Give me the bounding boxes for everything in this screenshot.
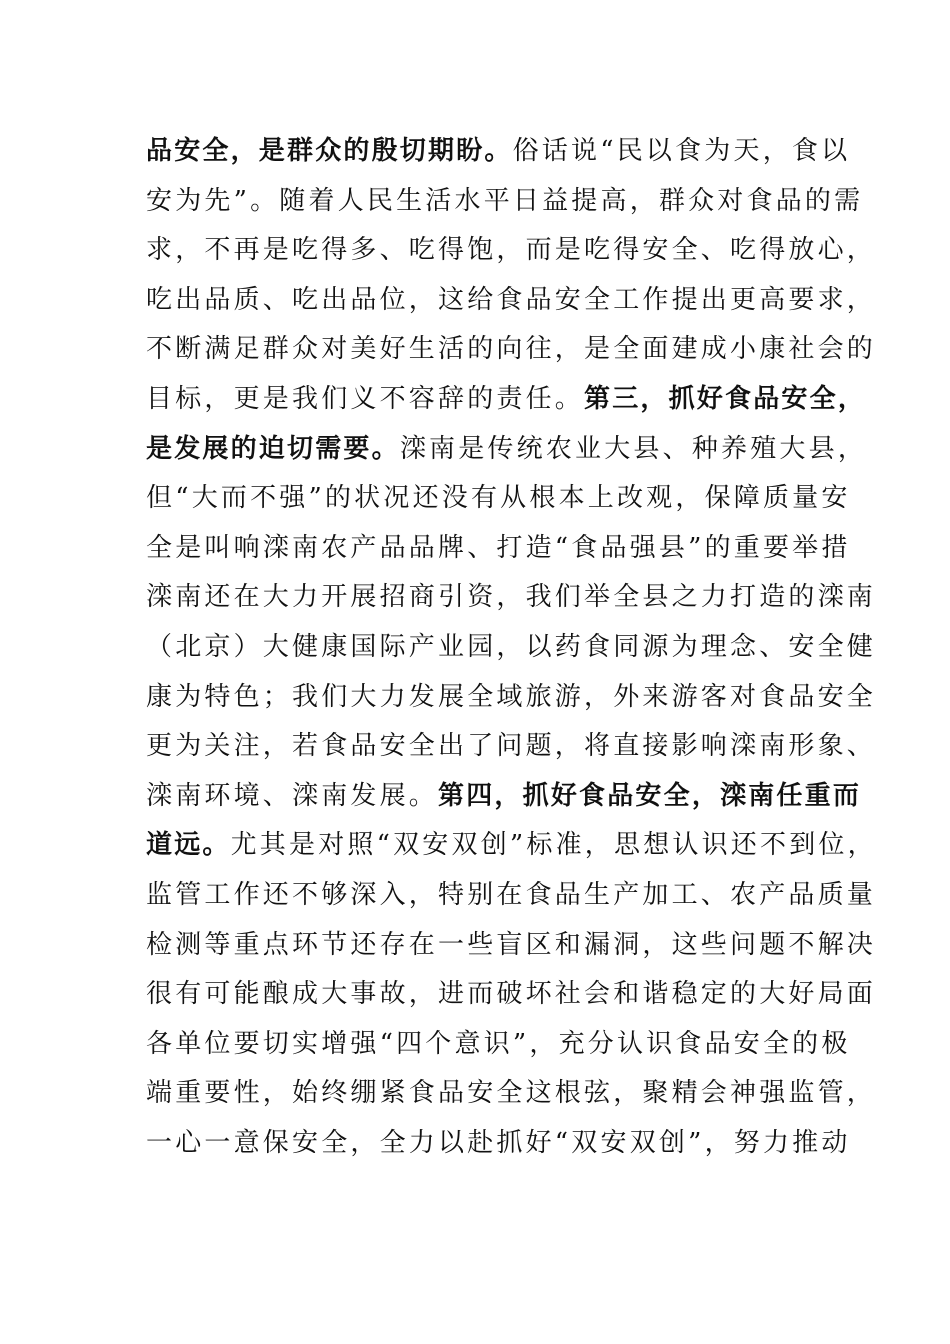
line-text: 端重要性，始终绷紧食品安全这根弦，聚精会神强监管， xyxy=(146,1078,877,1109)
text-line xyxy=(146,325,877,375)
body-paragraph xyxy=(146,127,877,1168)
text-line xyxy=(146,673,877,723)
text-line xyxy=(146,524,851,574)
line-text: 吃出品质、吃出品位，这给食品安全工作提出更高要求， xyxy=(146,284,877,315)
line-text: 尤其是对照“双安双创”标准，思想认识还不到位， xyxy=(230,830,877,861)
text-line xyxy=(146,970,877,1020)
bold-phrase: 第四，抓好食品安全，滦南任重而 xyxy=(438,780,862,811)
line-text: 但“大而不强”的状况还没有从根本上改观，保障质量安 xyxy=(146,483,851,514)
line-text: 很有可能酿成大事故，进而破坏社会和谐稳定的大好局面 xyxy=(146,979,877,1010)
line-text: 更为关注，若食品安全出了问题，将直接影响滦南形象、 xyxy=(146,731,877,762)
line-text: 安为先”。随着人民生活水平日益提高，群众对食品的需 xyxy=(146,185,864,216)
text-line xyxy=(146,177,864,227)
line-text: （北京）大健康国际产业园，以药食同源为理念、安全健 xyxy=(146,631,877,662)
bold-phrase: 第三，抓好食品安全， xyxy=(584,383,867,414)
line-text: 滦南还在大力开展招商引资，我们举全县之力打造的滦南 xyxy=(146,582,877,613)
text-line xyxy=(146,722,877,772)
text-line xyxy=(146,871,877,921)
text-line xyxy=(146,772,862,822)
line-text: 一心一意保安全，全力以赴抓好“双安双创”，努力推动 xyxy=(146,1127,851,1158)
line-text: 检测等重点环节还存在一些盲区和漏洞，这些问题不解决 xyxy=(146,929,877,960)
text-line xyxy=(146,573,877,623)
line-text: 求，不再是吃得多、吃得饱，而是吃得安全、吃得放心， xyxy=(146,235,877,266)
text-line xyxy=(146,474,851,524)
text-line xyxy=(146,226,877,276)
text-line xyxy=(146,921,877,971)
line-text: 全是叫响滦南农产品品牌、打造“食品强县”的重要举措 xyxy=(146,532,851,563)
line-text: 俗话说“民以食为天，食以 xyxy=(512,136,851,166)
text-line xyxy=(146,375,867,425)
text-line xyxy=(146,821,877,871)
line-text: 滦南环境、滦南发展。 xyxy=(146,780,439,811)
text-line xyxy=(146,276,877,326)
text-line xyxy=(146,127,851,177)
line-text: 不断满足群众对美好生活的向往，是全面建成小康社会的 xyxy=(146,334,877,365)
bold-phrase: 品安全，是群众的殷切期盼。 xyxy=(146,136,513,166)
text-line xyxy=(146,1069,877,1119)
text-line xyxy=(146,1020,851,1070)
bold-phrase: 是发展的迫切需要。 xyxy=(146,433,400,464)
text-line xyxy=(146,623,877,673)
text-line xyxy=(146,425,868,475)
line-text: 滦南是传统农业大县、种养殖大县， xyxy=(399,433,868,464)
line-text: 监管工作还不够深入，特别在食品生产加工、农产品质量 xyxy=(146,879,877,910)
line-text: 康为特色；我们大力发展全域旅游，外来游客对食品安全 xyxy=(146,681,877,712)
bold-phrase: 道远。 xyxy=(146,830,231,861)
line-text: 各单位要切实增强“四个意识”，充分认识食品安全的极 xyxy=(146,1028,851,1059)
text-line xyxy=(146,1119,851,1169)
line-text: 目标，更是我们义不容辞的责任。 xyxy=(146,383,585,414)
